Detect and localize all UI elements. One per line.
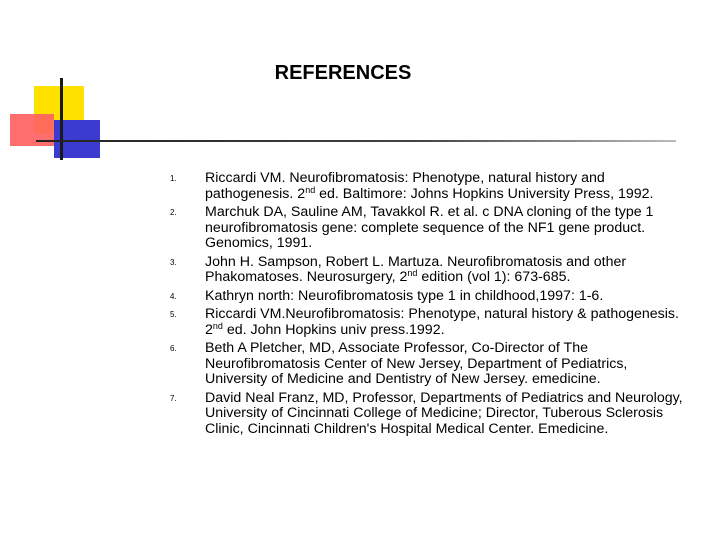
- slide-title: REFERENCES: [274, 62, 412, 84]
- vertical-rule: [60, 78, 63, 160]
- reference-item-5: [170, 307, 690, 338]
- reference-number: 5.: [170, 310, 177, 319]
- reference-number: 3.: [170, 257, 177, 267]
- reference-text-continued: ed. Baltimore: Johns Hopkins University Press, 1992.: [315, 185, 654, 202]
- reference-text: Kathryn north: Neurofibromatosis type 1 in childhood,1997: 1-6.: [205, 287, 604, 304]
- reference-text-continued: ed. John Hopkins univ press.1992.: [222, 321, 445, 338]
- reference-item-1: [170, 171, 690, 202]
- reference-text: Marchuk DA, Sauline AM, Tavakkol R. et al. c DNA cloning of the type 1 neurofibromatosis gene: complete sequence of the NF1 gene product. Genomics, 1991.: [205, 204, 654, 251]
- reference-item-2: [170, 205, 690, 252]
- ordinal-superscript: nd: [407, 268, 418, 278]
- reference-item-6: [170, 341, 690, 388]
- reference-number: 7.: [170, 393, 177, 403]
- reference-item-3: [170, 255, 690, 286]
- reference-number: 1.: [170, 174, 177, 183]
- reference-number: 4.: [170, 291, 177, 301]
- horizontal-rule: [36, 140, 676, 142]
- reference-text-continued: edition (vol 1): 673-685.: [417, 269, 571, 285]
- ordinal-superscript: nd: [305, 184, 316, 195]
- reference-text: Beth A Pletcher, MD, Associate Professor, Co-Director of The Neurofibromatosis Center of New Jersey, Department of Pediatrics, University of Medicine and Dentistry of New Jersey. emedicine.: [205, 340, 628, 387]
- reference-text: John H. Sampson, Robert L. Martuza. Neurofibromatosis and other Phakomatoses. Neurosurgery, 2: [205, 253, 627, 285]
- reference-number: 6.: [170, 344, 177, 353]
- ordinal-superscript: nd: [212, 320, 223, 331]
- reference-number: 2.: [170, 208, 177, 217]
- reference-text: Riccardi VM. Neurofibromatosis: Phenotype, natural history and pathogenesis. 2: [205, 170, 605, 202]
- reference-item-4: [170, 289, 690, 305]
- decorative-corner-graphic: [0, 0, 720, 170]
- reference-list: [170, 171, 690, 440]
- reference-text: Riccardi VM.Neurofibromatosis: Phenotype, natural history & pathogenesis. 2: [205, 306, 679, 338]
- reference-text: David Neal Franz, MD, Professor, Departments of Pediatrics and Neurology, University of Cincinnati College of Medicine; Director, Tuberous Sclerosis Clinic, Cincinnati Children's Hospital Medical Center. Emedicine.: [205, 389, 683, 437]
- reference-item-7: [170, 391, 690, 438]
